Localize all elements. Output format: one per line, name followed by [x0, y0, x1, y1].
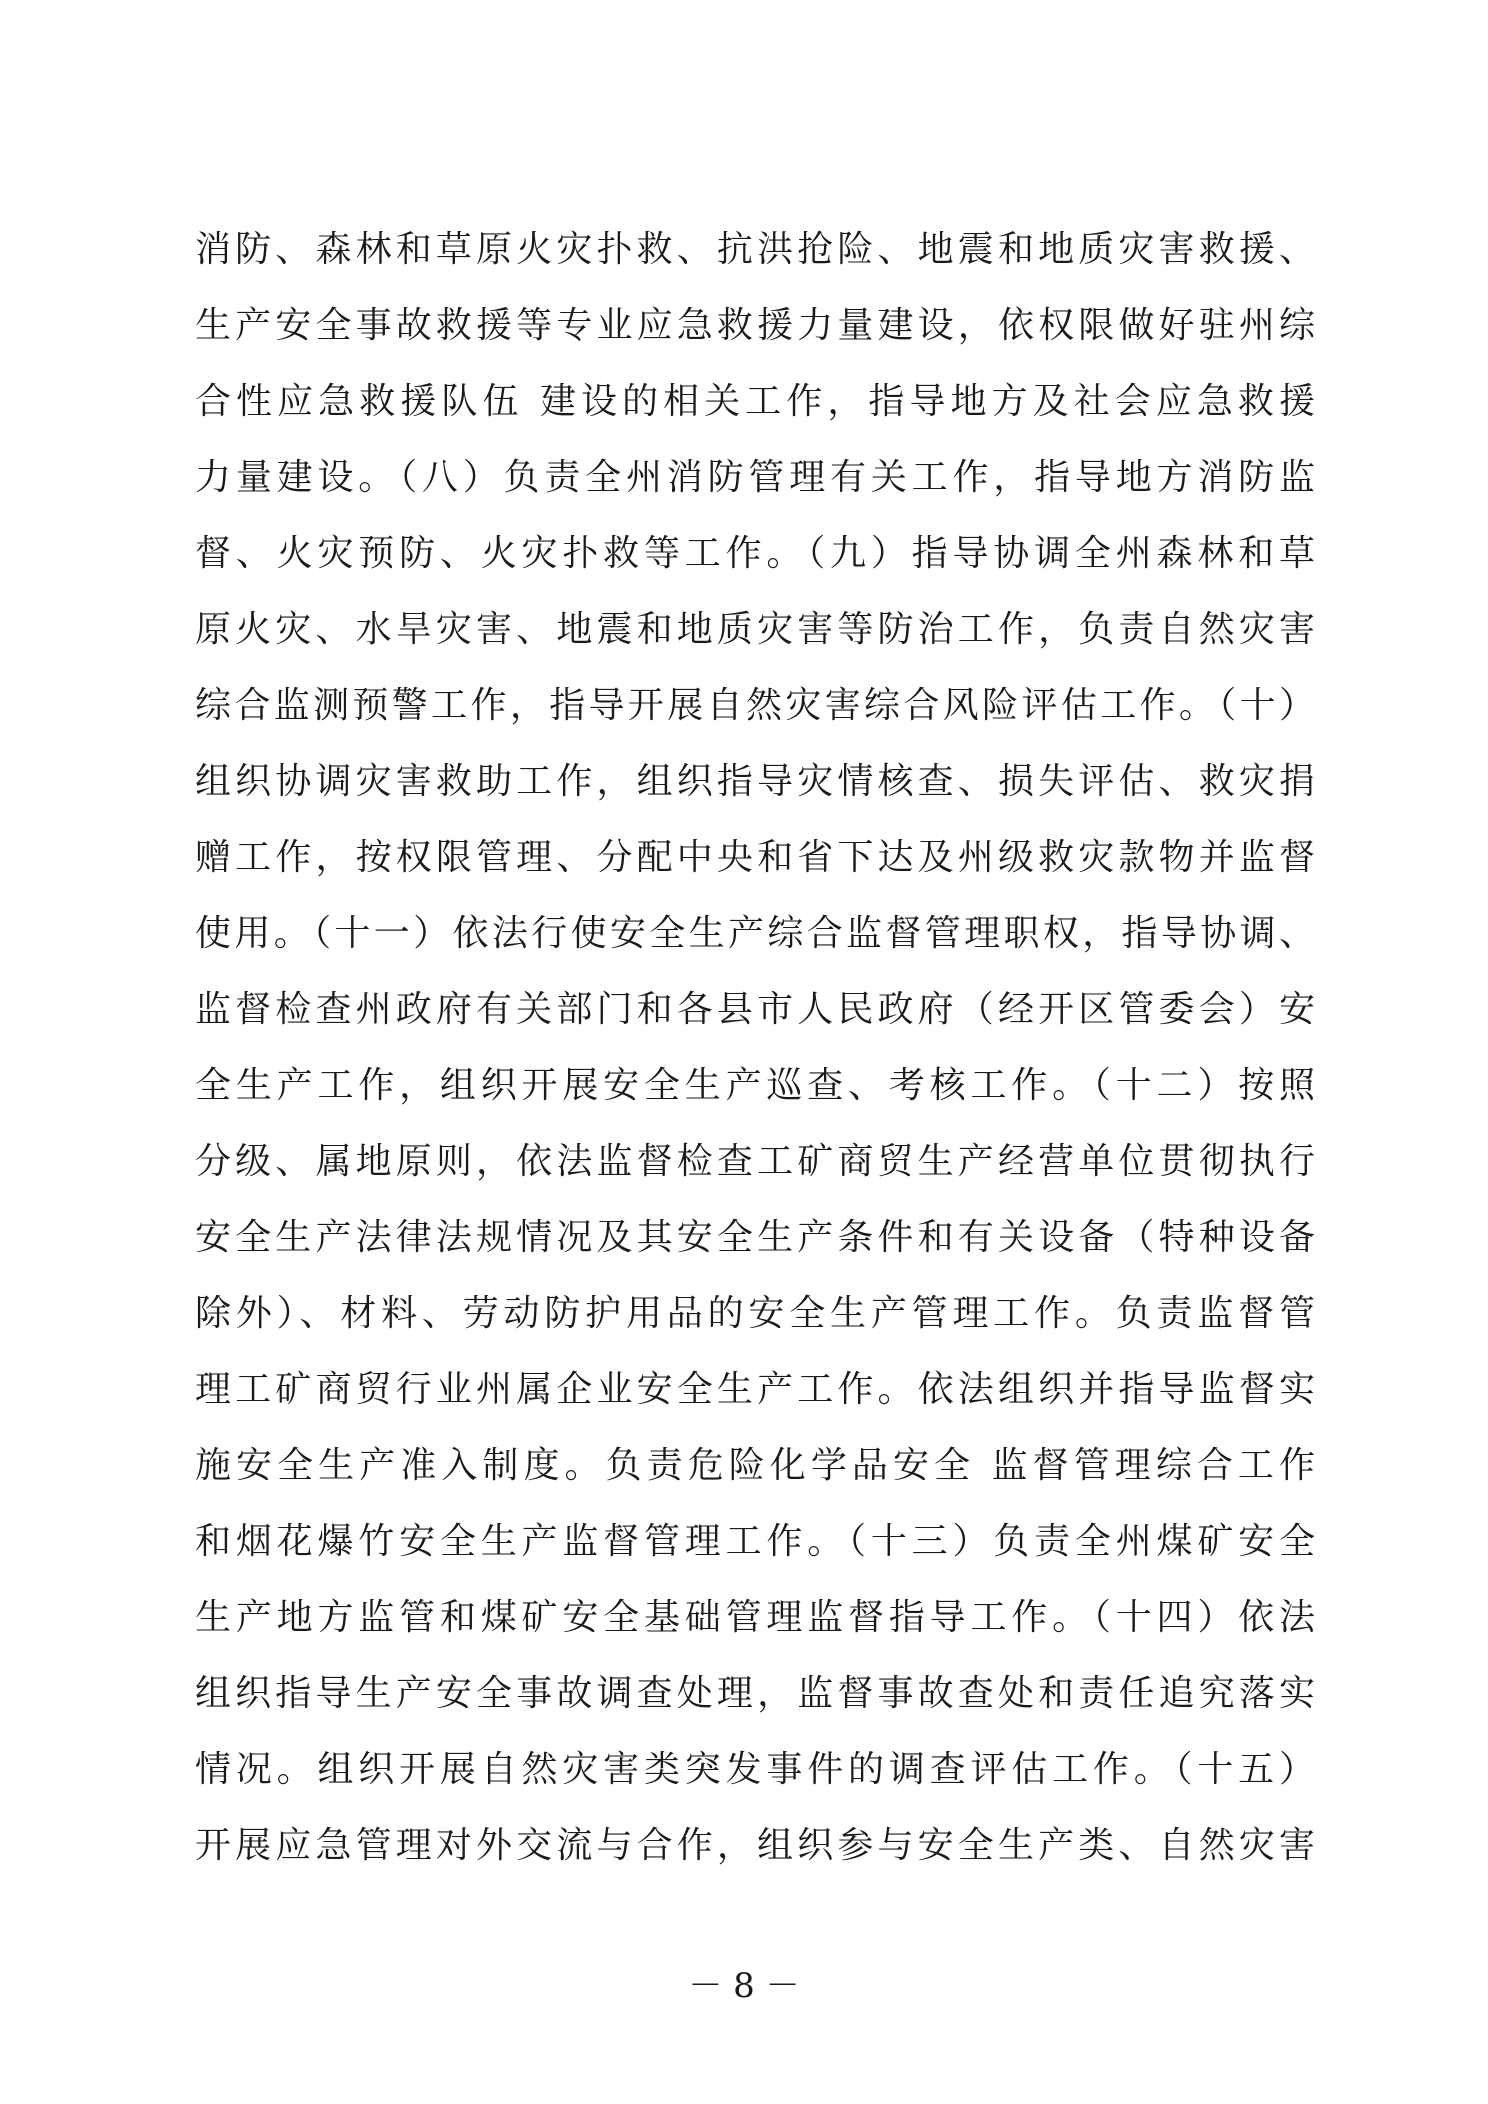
- text-line: 安全生产法律法规情况及其安全生产条件和有关设备（特种设备: [195, 1217, 1315, 1258]
- text-line: 施安全生产准入制度。负责危险化学品安全 监督管理综合工作: [195, 1445, 1315, 1486]
- text-line: 力量建设。（八）负责全州消防管理有关工作，指导地方消防监: [195, 457, 1315, 498]
- text-line: 分级、属地原则，依法监督检查工矿商贸生产经营单位贯彻执行: [195, 1141, 1315, 1182]
- text-line: 合性应急救援队伍 建设的相关工作，指导地方及社会应急救援: [195, 381, 1315, 422]
- text-line: 组织协调灾害救助工作，组织指导灾情核查、损失评估、救灾捐: [195, 761, 1315, 802]
- text-line: 消防、森林和草原火灾扑救、抗洪抢险、地震和地质灾害救援、: [195, 229, 1315, 270]
- text-line: 除外）、材料、劳动防护用品的安全生产管理工作。负责监督管: [195, 1293, 1315, 1334]
- text-line: 情况。组织开展自然灾害类突发事件的调查评估工作。（十五）: [195, 1749, 1315, 1790]
- text-line: 综合监测预警工作，指导开展自然灾害综合风险评估工作。（十）: [195, 685, 1315, 726]
- text-line: 生产安全事故救援等专业应急救援力量建设，依权限做好驻州综: [195, 305, 1315, 346]
- body-text: [195, 212, 1315, 1884]
- text-line: 生产地方监管和煤矿安全基础管理监督指导工作。（十四）依法: [195, 1597, 1315, 1638]
- text-line: 全生产工作，组织开展安全生产巡查、考核工作。（十二）按照: [195, 1065, 1315, 1106]
- text-line: 和烟花爆竹安全生产监督管理工作。（十三）负责全州煤矿安全: [195, 1521, 1315, 1562]
- text-line: 督、火灾预防、火灾扑救等工作。（九）指导协调全州森林和草: [195, 533, 1315, 574]
- text-line: 原火灾、水旱灾害、地震和地质灾害等防治工作，负责自然灾害: [195, 609, 1315, 650]
- page-number: － 8 －: [688, 1966, 800, 2006]
- text-line: 监督检查州政府有关部门和各县市人民政府（经开区管委会）安: [195, 989, 1315, 1030]
- text-line: 组织指导生产安全事故调查处理，监督事故查处和责任追究落实: [195, 1673, 1315, 1714]
- text-line: 理工矿商贸行业州属企业安全生产工作。依法组织并指导监督实: [195, 1369, 1315, 1410]
- text-line: 使用。（十一）依法行使安全生产综合监督管理职权，指导协调、: [195, 913, 1315, 954]
- text-line: 开展应急管理对外交流与合作，组织参与安全生产类、自然灾害: [195, 1825, 1315, 1866]
- text-line: 赠工作，按权限管理、分配中央和省下达及州级救灾款物并监督: [195, 837, 1315, 878]
